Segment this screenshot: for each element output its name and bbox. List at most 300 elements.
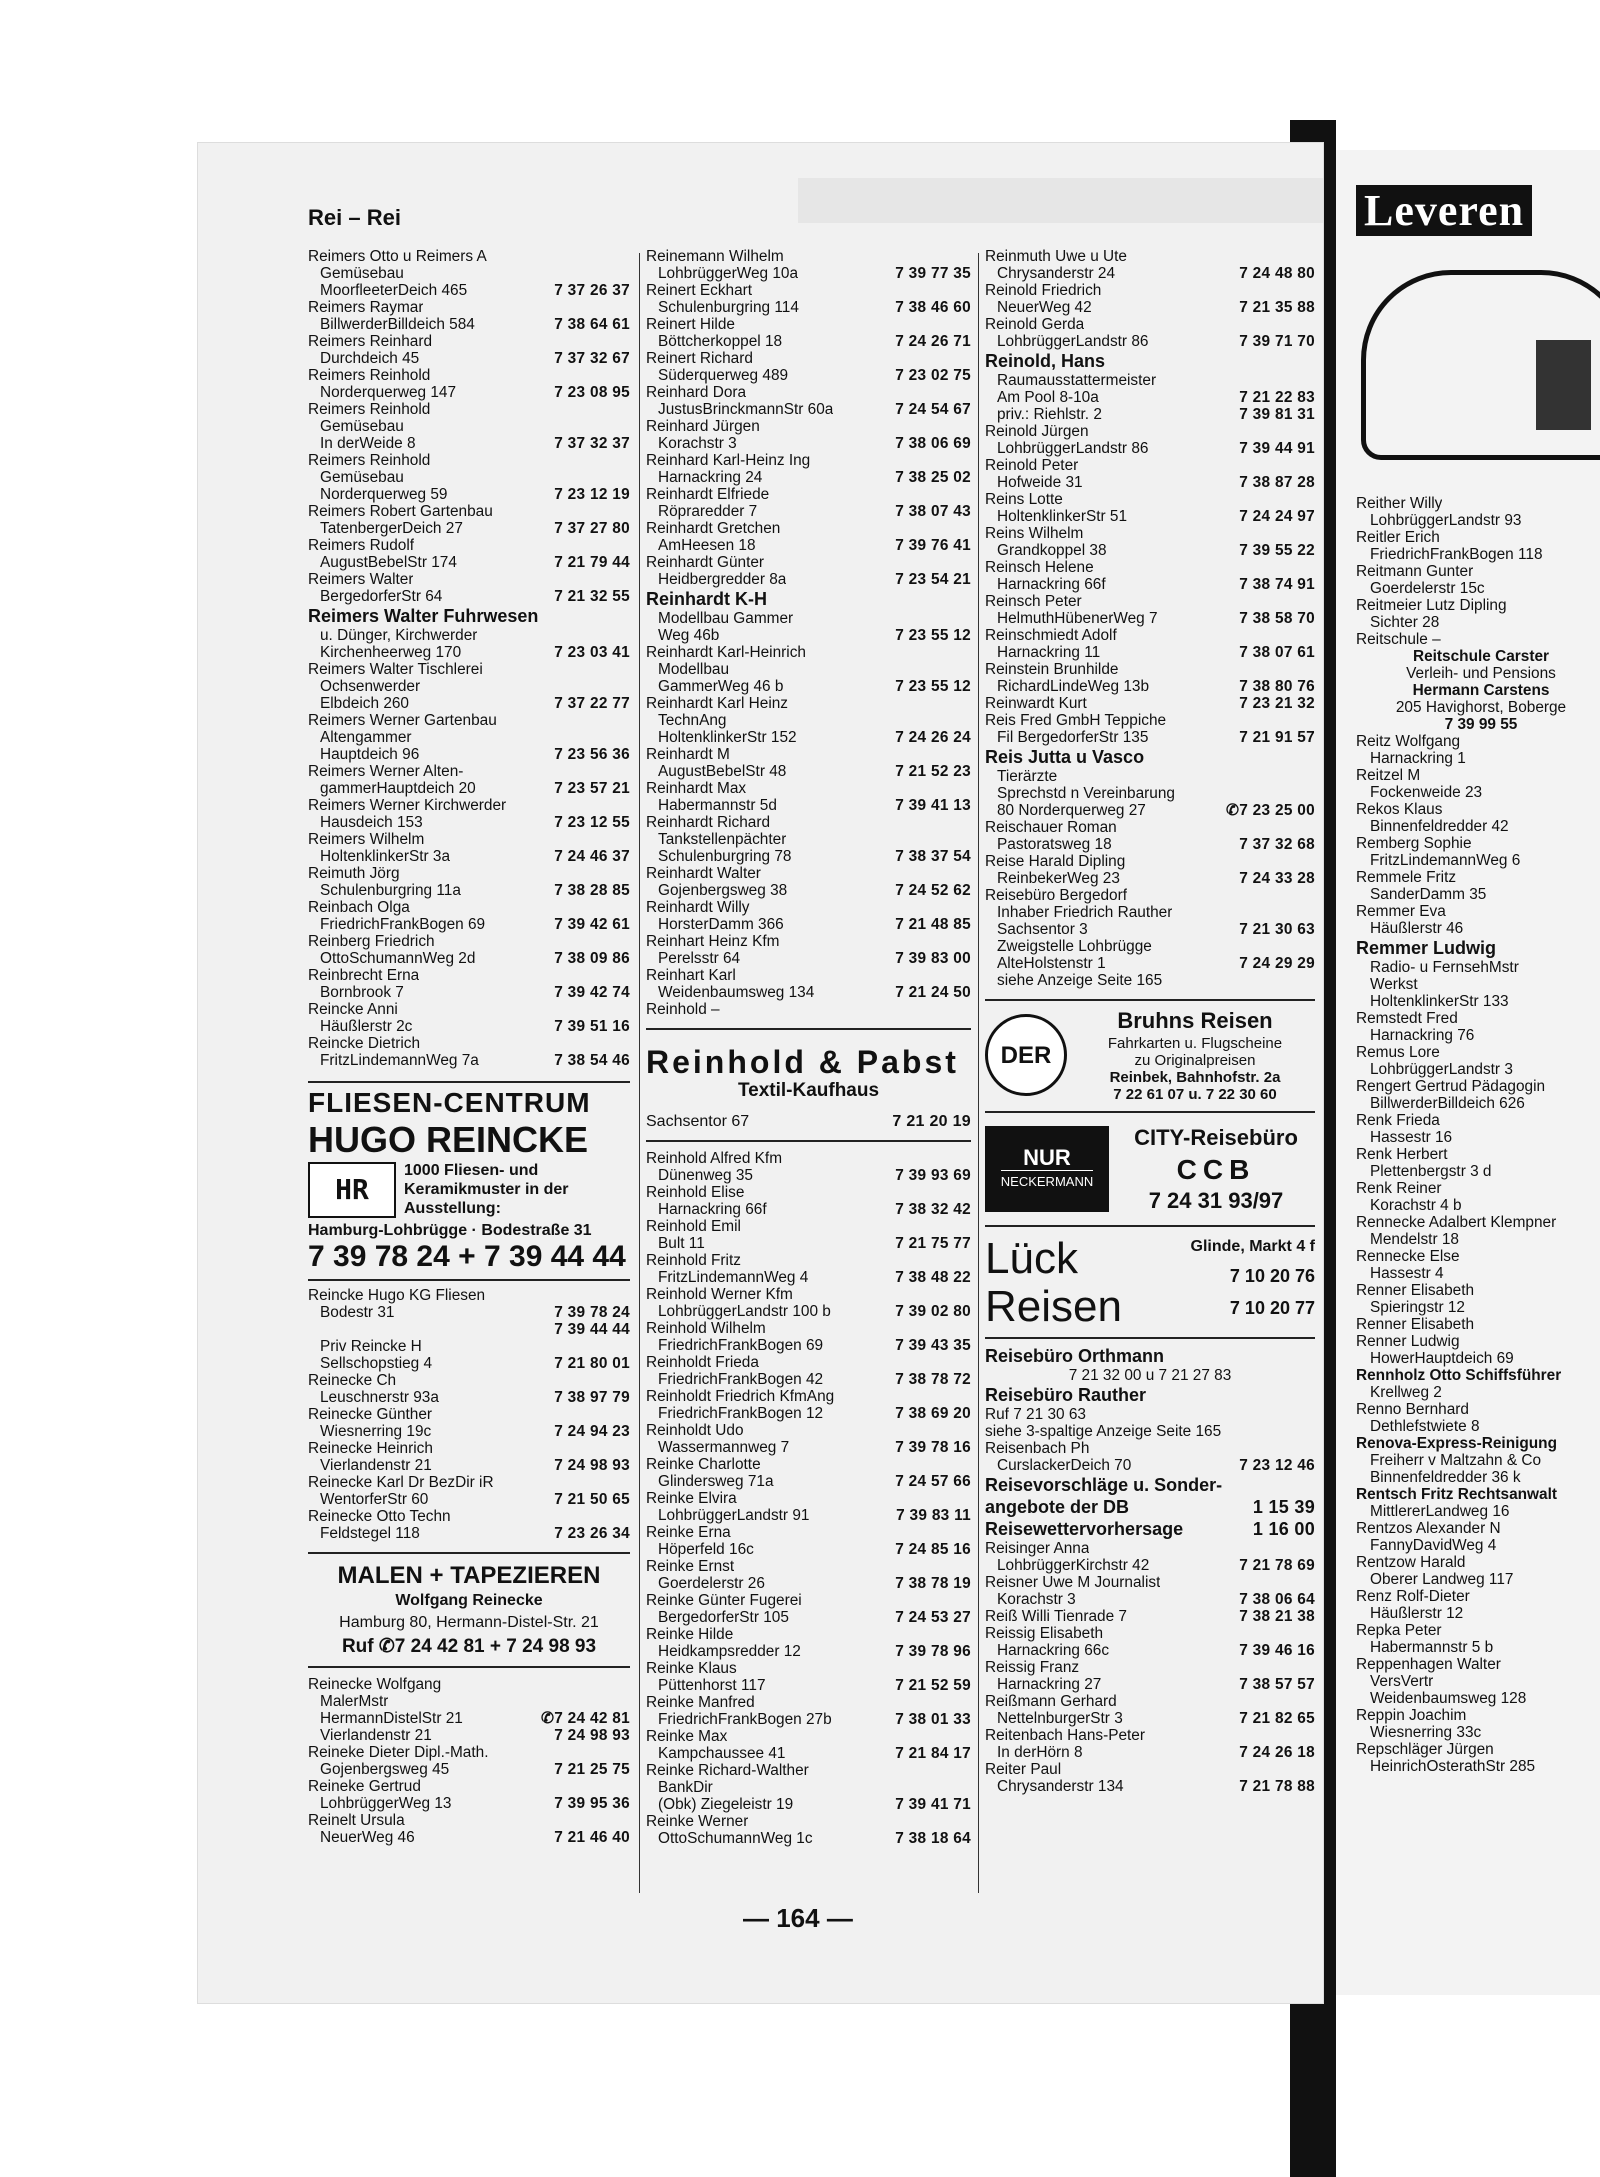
directory-entry — [646, 520, 971, 537]
entry-phone: 7 38 80 76 — [1239, 678, 1315, 695]
directory-entry — [1356, 959, 1600, 976]
directory-entry — [985, 870, 1315, 887]
entry-phone: 7 24 85 16 — [895, 1541, 971, 1558]
directory-entry — [1356, 1367, 1600, 1384]
ad-phone: 7 21 20 19 — [892, 1113, 971, 1130]
entry-text: Häußlerstr 2c — [320, 1018, 413, 1035]
entry-text: Werkst — [1370, 976, 1418, 993]
ad-text-line: Fahrkarten u. Flugscheine — [1107, 1035, 1283, 1052]
entry-text: Binnenfeldredder 42 — [1370, 818, 1509, 835]
entry-text: Wassermannweg 7 — [658, 1439, 790, 1456]
directory-entry — [308, 967, 630, 984]
entry-phone: 7 39 71 70 — [1239, 333, 1315, 350]
entry-text: Korachstr 3 — [658, 435, 737, 452]
entry-text: FritzLindemannWeg 6 — [1370, 852, 1521, 869]
entry-text: Gemüsebau — [320, 418, 404, 435]
entry-text: Goerdelerstr 15c — [1370, 580, 1485, 597]
ad-lueck-reisen — [985, 1225, 1315, 1331]
entry-text: Reinold Friedrich — [985, 282, 1102, 299]
entry-text: Reincke Hugo KG Fliesen — [308, 1287, 486, 1304]
entry-phone: 7 24 26 24 — [895, 729, 971, 746]
directory-entry — [646, 1592, 971, 1609]
entry-text: Reise Harald Dipling — [985, 853, 1126, 870]
directory-entry — [985, 1591, 1315, 1608]
directory-entry — [985, 1540, 1315, 1557]
directory-entry — [1356, 784, 1600, 801]
entry-text: Reinke Klaus — [646, 1660, 737, 1677]
directory-entry — [646, 1286, 971, 1303]
directory-entry — [985, 1778, 1315, 1795]
ad-reinhold-pabst — [646, 1028, 971, 1130]
entry-text: Reimers Reinhold — [308, 401, 431, 418]
ad-headline: Bruhns Reisen — [1117, 1008, 1273, 1033]
entry-phone: 7 39 93 69 — [895, 1167, 971, 1184]
entry-phone: 7 24 54 67 — [895, 401, 971, 418]
directory-entry — [308, 588, 630, 605]
entry-text: Gemüsebau — [320, 265, 404, 282]
entry-phone: 7 39 78 96 — [895, 1643, 971, 1660]
directory-entry — [985, 440, 1315, 457]
directory-entry — [985, 972, 1315, 989]
ad-phone: 7 10 20 76 — [1229, 1266, 1315, 1286]
entry-text: Elbdeich 260 — [320, 695, 409, 712]
directory-entry — [308, 831, 630, 848]
directory-entry — [985, 836, 1315, 853]
entry-text: Reineke Gertrud — [308, 1778, 421, 1795]
entry-phone: 7 24 26 18 — [1239, 1744, 1315, 1761]
directory-entry — [646, 950, 971, 967]
directory-entry — [1356, 1248, 1600, 1265]
directory-entry — [1356, 1401, 1600, 1418]
directory-entry — [646, 1439, 971, 1456]
entry-text: LohbrüggerLandstr 100 b — [658, 1303, 831, 1320]
entry-text: Reinke Werner — [646, 1813, 749, 1830]
entry-phone: 7 21 30 63 — [1239, 921, 1315, 938]
entry-phone: 7 21 78 69 — [1239, 1557, 1315, 1574]
entry-list — [646, 248, 971, 1018]
directory-entry — [985, 389, 1315, 406]
directory-entry — [308, 282, 630, 299]
directory-entry — [985, 904, 1315, 921]
directory-entry — [985, 593, 1315, 610]
entry-text: Reinke Ernst — [646, 1558, 735, 1575]
entry-text: Dünenweg 35 — [658, 1167, 753, 1184]
entry-text: Habermannstr 5d — [658, 797, 777, 814]
entry-phone: 7 24 53 27 — [895, 1609, 971, 1626]
entry-text: Heidkampsredder 12 — [658, 1643, 801, 1660]
entry-text: Reimers Werner Kirchwerder — [308, 797, 507, 814]
directory-entry — [646, 537, 971, 554]
entry-phone: 7 21 52 59 — [895, 1677, 971, 1694]
directory-entry — [308, 554, 630, 571]
entry-text: Sellschopstieg 4 — [320, 1355, 433, 1372]
entry-text: OttoSchumannWeg 1c — [658, 1830, 813, 1847]
directory-entry — [1356, 1452, 1600, 1469]
directory-entry — [1356, 563, 1600, 580]
directory-entry — [646, 644, 971, 661]
directory-entry — [646, 435, 971, 452]
entry-text: Modellbau Gammer — [658, 610, 794, 627]
entry-text: Schulenburgring 78 — [658, 848, 792, 865]
entry-text: Reiter Paul — [985, 1761, 1062, 1778]
directory-entry — [646, 814, 971, 831]
directory-entry — [308, 712, 630, 729]
entry-text: Rentzos Alexander N — [1356, 1520, 1501, 1537]
ad-logo-words — [985, 1235, 1122, 1331]
directory-entry — [308, 486, 630, 503]
entry-phone: 7 39 83 11 — [896, 1507, 971, 1524]
entry-phone: 7 23 12 19 — [554, 486, 630, 503]
directory-entry — [1356, 716, 1600, 733]
directory-entry — [1356, 1265, 1600, 1282]
directory-entry — [308, 899, 630, 916]
entry-text: Reither Willy — [1356, 495, 1443, 512]
entry-text: Norderquerweg 147 — [320, 384, 457, 401]
entry-text: Gemüsebau — [320, 469, 404, 486]
entry-text: Reimers Walter — [308, 571, 414, 588]
entry-text: Reisinger Anna — [985, 1540, 1090, 1557]
directory-entry — [1356, 818, 1600, 835]
entry-text: Reissig Elisabeth — [985, 1625, 1104, 1642]
entry-text: Reis Fred GmbH Teppiche — [985, 712, 1167, 729]
directory-entry — [646, 350, 971, 367]
entry-text: Renner Ludwig — [1356, 1333, 1460, 1350]
directory-entry — [308, 627, 630, 644]
directory-entry — [1356, 852, 1600, 869]
entry-text: Hausdeich 153 — [320, 814, 423, 831]
directory-entry — [308, 1474, 630, 1491]
directory-entry — [985, 508, 1315, 525]
ad-headline: Lück — [985, 1234, 1078, 1283]
entry-phone: 7 38 07 61 — [1239, 644, 1315, 661]
ad-phone: 7 39 78 24 + 7 39 44 44 — [308, 1240, 626, 1273]
directory-entry — [646, 780, 971, 797]
directory-entry — [985, 1474, 1315, 1496]
directory-entry — [308, 1676, 630, 1693]
entry-phone: 7 24 29 29 — [1239, 955, 1315, 972]
directory-entry — [646, 1218, 971, 1235]
entry-text: Reinhardt M — [646, 746, 730, 763]
ad-contact-row — [646, 1113, 971, 1130]
directory-entry — [1356, 1435, 1600, 1452]
directory-entry — [1356, 682, 1600, 699]
directory-entry — [646, 1558, 971, 1575]
entry-text: Harnackring 1 — [1370, 750, 1466, 767]
directory-entry — [985, 525, 1315, 542]
entry-text: CurslackerDeich 70 — [997, 1457, 1132, 1474]
entry-text: Reinert Hilde — [646, 316, 735, 333]
entry-phone: 7 21 79 44 — [554, 554, 630, 571]
entry-phone: 7 39 77 35 — [895, 265, 971, 282]
entry-text: Renk Reiner — [1356, 1180, 1442, 1197]
entry-text: Häußlerstr 46 — [1370, 920, 1464, 937]
entry-text: Reinke Manfred — [646, 1694, 755, 1711]
directory-entry — [646, 1001, 971, 1018]
entry-text: Reis Jutta u Vasco — [985, 747, 1145, 767]
directory-entry — [308, 401, 630, 418]
entry-text: Reimers Reinhold — [308, 452, 431, 469]
directory-entry — [308, 537, 630, 554]
entry-text: Reisevorschläge u. Sonder- — [985, 1475, 1223, 1495]
directory-entry — [1356, 750, 1600, 767]
directory-entry — [1356, 597, 1600, 614]
directory-entry — [985, 1367, 1315, 1384]
entry-text: FriedrichFrankBogen 12 — [658, 1405, 824, 1422]
entry-text: Krellweg 2 — [1370, 1384, 1442, 1401]
entry-text: VersVertr — [1370, 1673, 1434, 1690]
directory-entry — [308, 984, 630, 1001]
ad-headline: MALEN + TAPEZIEREN — [337, 1562, 601, 1589]
directory-entry — [646, 282, 971, 299]
directory-entry — [985, 1518, 1315, 1540]
ad-brand: CCB — [1176, 1154, 1256, 1185]
directory-entry — [1356, 1350, 1600, 1367]
directory-entry — [646, 248, 971, 265]
entry-phone: 7 38 87 28 — [1239, 474, 1315, 491]
directory-entry — [985, 559, 1315, 576]
directory-entry — [1356, 495, 1600, 512]
entry-text: Reinschmiedt Adolf — [985, 627, 1117, 644]
entry-text: Reinold, Hans — [985, 351, 1106, 371]
directory-entry — [985, 491, 1315, 508]
entry-text: Häußlerstr 12 — [1370, 1605, 1464, 1622]
entry-phone: 7 39 76 41 — [895, 537, 971, 554]
entry-text: Plettenbergstr 3 d — [1370, 1163, 1492, 1180]
directory-entry — [1356, 1639, 1600, 1656]
directory-entry — [646, 1422, 971, 1439]
entry-text: 80 Norderquerweg 27 — [997, 802, 1146, 819]
entry-text: NeuerWeg 46 — [320, 1829, 415, 1846]
entry-text: Reimers Reinhard — [308, 333, 433, 350]
entry-text: Reins Lotte — [985, 491, 1063, 508]
entry-text: Rentzow Harald — [1356, 1554, 1466, 1571]
entry-text: Reinemann Wilhelm — [646, 248, 784, 265]
entry-text: AugustBebelStr 48 — [658, 763, 787, 780]
entry-text: Rennecke Else — [1356, 1248, 1460, 1265]
directory-entry — [1356, 580, 1600, 597]
directory-entry — [308, 1727, 630, 1744]
entry-text: In derHörn 8 — [997, 1744, 1083, 1761]
directory-entry — [1356, 801, 1600, 818]
directory-entry — [308, 1525, 630, 1542]
entry-text: Reisewettervorhersage — [985, 1519, 1184, 1539]
entry-text: Renner Elisabeth — [1356, 1316, 1475, 1333]
directory-entry — [1356, 1520, 1600, 1537]
entry-phone: 1 16 00 — [1252, 1519, 1315, 1539]
entry-text: Reinhardt Max — [646, 780, 747, 797]
entry-text: Gojenbergsweg 38 — [658, 882, 788, 899]
entry-text: Reinke Hilde — [646, 1626, 734, 1643]
entry-text: Reinholdt Udo — [646, 1422, 744, 1439]
entry-text: Reinert Richard — [646, 350, 753, 367]
entry-phone: 7 38 32 42 — [895, 1201, 971, 1218]
directory-entry — [646, 763, 971, 780]
entry-text: Reinecke Otto Techn — [308, 1508, 451, 1525]
entry-text: Radio- u FernsehMstr — [1370, 959, 1519, 976]
entry-text: BillwerderBilldeich 626 — [1370, 1095, 1525, 1112]
ad-malen-tapezieren — [308, 1552, 630, 1660]
entry-text: Remstedt Fred — [1356, 1010, 1458, 1027]
entry-text: Harnackring 24 — [658, 469, 763, 486]
directory-entry — [1356, 1027, 1600, 1044]
directory-entry — [308, 1491, 630, 1508]
entry-text: HowerHauptdeich 69 — [1370, 1350, 1514, 1367]
directory-entry — [646, 571, 971, 588]
entry-list — [985, 1345, 1315, 1795]
entry-phone: 7 38 97 79 — [554, 1389, 630, 1406]
entry-phone: 7 23 57 21 — [554, 780, 630, 797]
entry-text: 7 21 32 00 u 7 21 27 83 — [1068, 1367, 1232, 1384]
entry-text: Reinbach Olga — [308, 899, 410, 916]
ad-fliesen-centrum — [308, 1081, 630, 1275]
entry-text: RichardLindeWeg 13b — [997, 678, 1150, 695]
entry-text: Hermann Carstens — [1412, 682, 1550, 699]
directory-entry — [646, 899, 971, 916]
column-rule — [639, 253, 640, 1893]
directory-entry — [646, 1150, 971, 1167]
directory-entry — [646, 1354, 971, 1371]
directory-entry — [646, 316, 971, 333]
directory-entry — [1356, 733, 1600, 750]
entry-list — [308, 1287, 630, 1542]
directory-entry — [646, 678, 971, 695]
directory-entry — [985, 406, 1315, 423]
entry-text: Renner Elisabeth — [1356, 1282, 1475, 1299]
entry-phone: 7 39 42 61 — [554, 916, 630, 933]
entry-phone: 7 38 48 22 — [895, 1269, 971, 1286]
directory-entry — [1356, 1571, 1600, 1588]
entry-text: Zweigstelle Lohbrügge — [997, 938, 1152, 955]
entry-phone: 7 39 78 16 — [895, 1439, 971, 1456]
directory-entry — [985, 1693, 1315, 1710]
entry-text: Röpraredder 7 — [658, 503, 758, 520]
entry-phone: 7 23 55 12 — [895, 627, 971, 644]
entry-text: NeuerWeg 42 — [997, 299, 1092, 316]
directory-entry — [646, 1779, 971, 1796]
entry-text: Chrysanderstr 134 — [997, 1778, 1124, 1795]
entry-text: Remus Lore — [1356, 1044, 1440, 1061]
entry-text: Sachsentor 3 — [997, 921, 1088, 938]
directory-entry — [308, 746, 630, 763]
hr-logo: HR — [308, 1162, 396, 1218]
entry-text: Reimers Reinhold — [308, 367, 431, 384]
logo-badge — [1536, 340, 1591, 430]
entry-text: Hassestr 4 — [1370, 1265, 1444, 1282]
entry-text: Reitenbach Hans-Peter — [985, 1727, 1145, 1744]
entry-phone: 7 23 12 46 — [1239, 1457, 1315, 1474]
directory-entry — [646, 1813, 971, 1830]
directory-entry — [308, 1423, 630, 1440]
entry-text: Wiesnerring 33c — [1370, 1724, 1482, 1741]
directory-entry — [1356, 1656, 1600, 1673]
entry-phone: 7 39 43 35 — [895, 1337, 971, 1354]
directory-entry — [308, 367, 630, 384]
entry-text: gammerHauptdeich 20 — [320, 780, 476, 797]
ad-contact — [1191, 1235, 1315, 1331]
entry-text: (Obk) Ziegeleistr 19 — [658, 1796, 794, 1813]
directory-entry — [985, 299, 1315, 316]
ad-company-name: HUGO REINCKE — [308, 1119, 589, 1160]
directory-entry — [308, 503, 630, 520]
directory-entry — [646, 554, 971, 571]
entry-phone: 7 21 84 17 — [895, 1745, 971, 1762]
entry-text: HoltenklinkerStr 51 — [997, 508, 1128, 525]
entry-text: Harnackring 66f — [997, 576, 1106, 593]
directory-entry — [646, 1184, 971, 1201]
directory-entry — [985, 955, 1315, 972]
entry-text: Reinwardt Kurt — [985, 695, 1087, 712]
directory-entry — [646, 1388, 971, 1405]
directory-entry — [985, 1659, 1315, 1676]
entry-text: FriedrichFrankBogen 27b — [658, 1711, 832, 1728]
directory-entry — [646, 503, 971, 520]
directory-entry — [1356, 512, 1600, 529]
directory-entry — [1356, 529, 1600, 546]
directory-entry — [985, 610, 1315, 627]
directory-entry — [308, 1355, 630, 1372]
entry-text: LohbrüggerWeg 13 — [320, 1795, 452, 1812]
entry-text: Kirchenheerweg 170 — [320, 644, 462, 661]
entry-text: Reinhard Jürgen — [646, 418, 760, 435]
directory-entry — [985, 1406, 1315, 1423]
entry-phone: 7 39 78 24 — [554, 1304, 630, 1321]
directory-entry — [646, 661, 971, 678]
entry-phone: 7 21 22 83 — [1239, 389, 1315, 406]
entry-phone: 7 38 57 57 — [1239, 1676, 1315, 1693]
directory-entry — [1356, 1622, 1600, 1639]
entry-text: Bodestr 31 — [320, 1304, 395, 1321]
directory-entry — [985, 1557, 1315, 1574]
entry-text: Höperfeld 16c — [658, 1541, 754, 1558]
entry-text: Gojenbergsweg 45 — [320, 1761, 450, 1778]
entry-text: Reinhardt Willy — [646, 899, 750, 916]
directory-entry — [646, 1796, 971, 1813]
directory-entry — [308, 933, 630, 950]
entry-text: HermannDistelStr 21 — [320, 1710, 463, 1727]
ad-headline: CITY-Reisebüro — [1134, 1125, 1298, 1150]
entry-text: Rengert Gertrud Pädagogin — [1356, 1078, 1546, 1095]
entry-text: Renk Frieda — [1356, 1112, 1440, 1129]
entry-text: Reitzel M — [1356, 767, 1421, 784]
directory-entry — [1356, 1231, 1600, 1248]
neckermann-logo — [985, 1126, 1109, 1212]
entry-phone: 7 38 58 70 — [1239, 610, 1315, 627]
entry-text: AmHeesen 18 — [658, 537, 756, 554]
entry-phone: 7 24 98 93 — [554, 1727, 630, 1744]
entry-text: Renno Bernhard — [1356, 1401, 1469, 1418]
entry-text: siehe Anzeige Seite 165 — [997, 972, 1163, 989]
entry-text: Reinbrecht Erna — [308, 967, 420, 984]
entry-text: HoltenklinkerStr 133 — [1370, 993, 1509, 1010]
ad-body — [985, 1123, 1315, 1215]
directory-entry — [308, 695, 630, 712]
directory-entry — [646, 265, 971, 282]
entry-text: BergedorferStr 105 — [658, 1609, 789, 1626]
der-logo: DER — [985, 1014, 1067, 1096]
entry-text: Vierlandenstr 21 — [320, 1727, 432, 1744]
directory-entry — [308, 520, 630, 537]
entry-text: AugustBebelStr 174 — [320, 554, 457, 571]
entry-text: Remberg Sophie — [1356, 835, 1472, 852]
entry-text: FannyDavidWeg 4 — [1370, 1537, 1497, 1554]
entry-phone: 7 38 74 91 — [1239, 576, 1315, 593]
directory-entry — [985, 1423, 1315, 1440]
entry-text: Ruf 7 21 30 63 — [985, 1406, 1086, 1423]
column-1 — [308, 248, 630, 1850]
directory-entry — [308, 1035, 630, 1052]
directory-entry — [308, 1693, 630, 1710]
entry-text: JustusBrinckmannStr 60a — [658, 401, 834, 418]
